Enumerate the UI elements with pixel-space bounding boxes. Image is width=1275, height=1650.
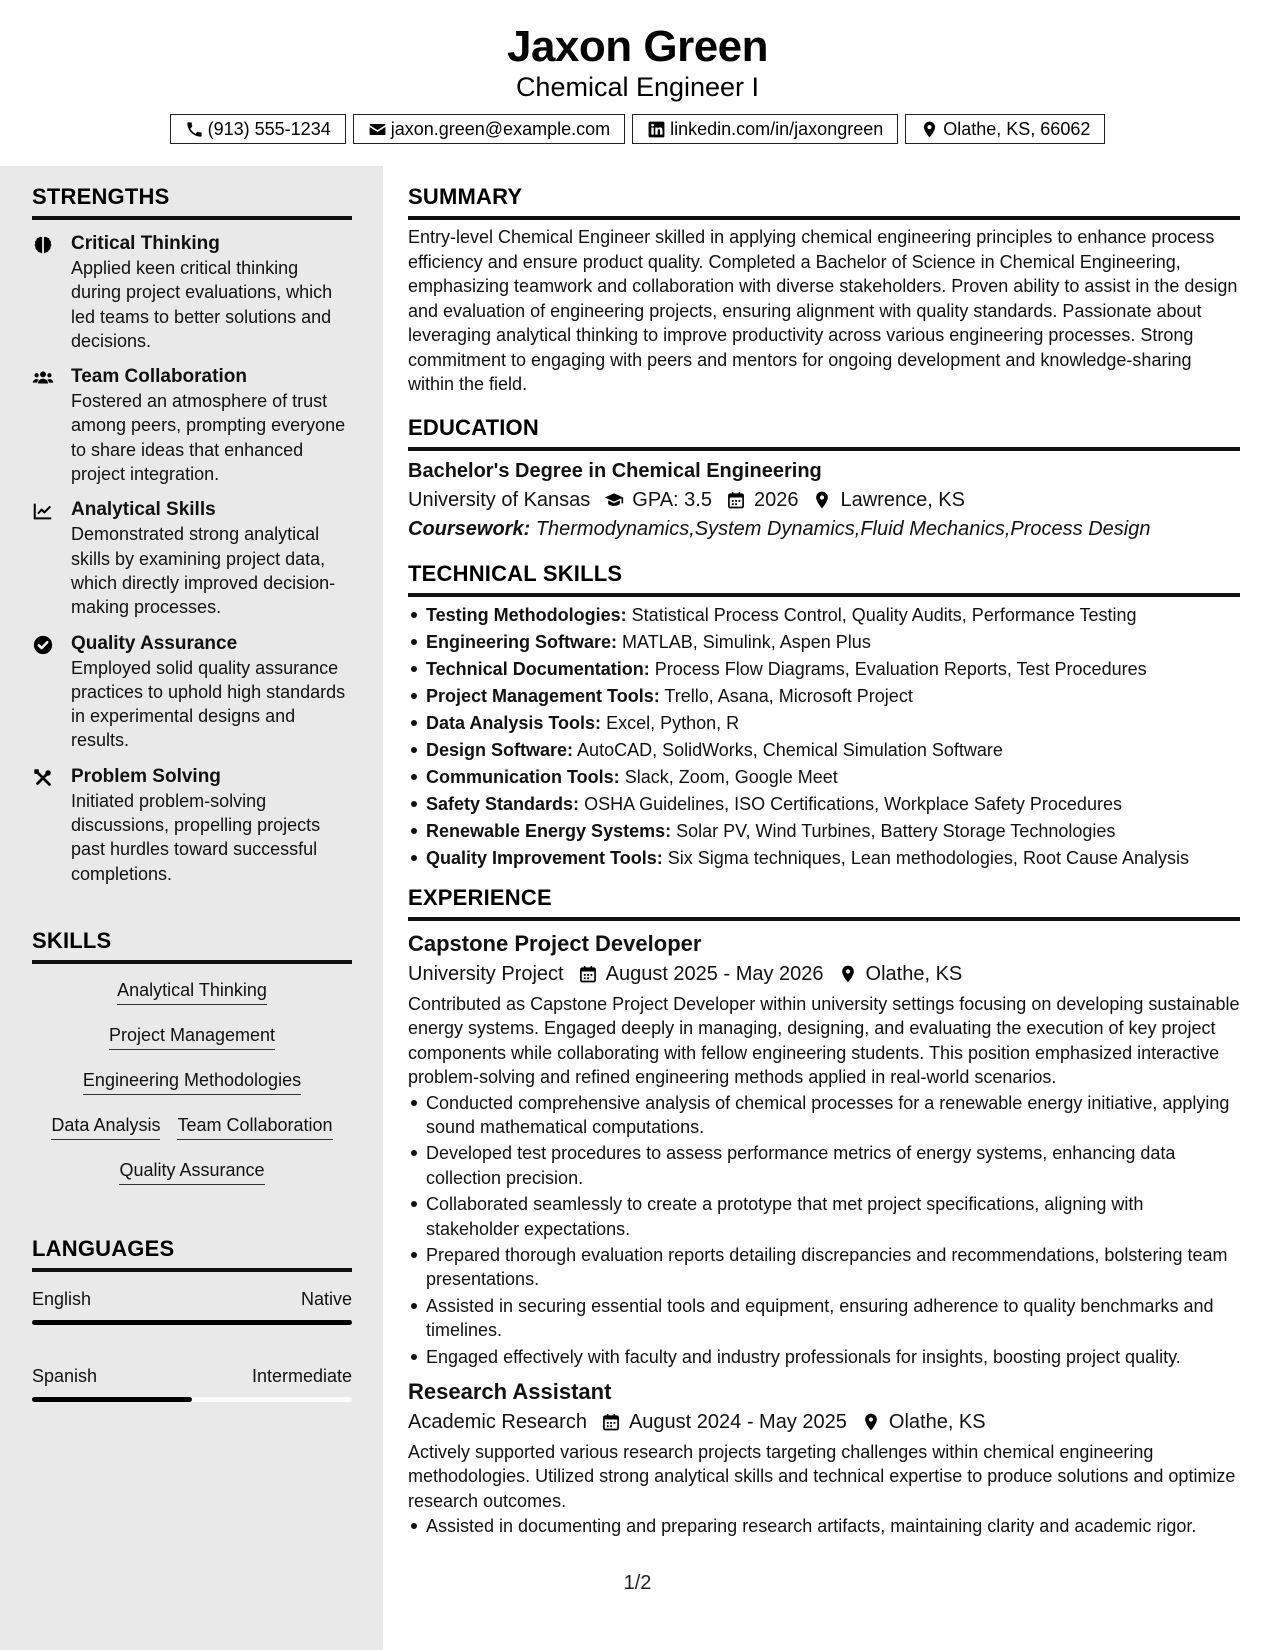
resume-header: [0, 0, 1275, 166]
page-number: 1/2: [623, 1572, 652, 1594]
job-meta: [408, 963, 1240, 986]
education-school: University of Kansas: [408, 488, 591, 511]
list-item: Testing Methodologies: Statistical Process Control, Quality Audits, Performance Testing: [408, 603, 1240, 627]
main-content: [408, 166, 1240, 1541]
education-location: Lawrence, KS: [840, 488, 965, 511]
language-level: Intermediate: [251, 1366, 352, 1386]
skill-tag: Engineering Methodologies: [83, 1068, 301, 1095]
contact-linkedin[interactable]: [632, 114, 898, 144]
strengths-heading: STRENGTHS: [32, 184, 352, 220]
strength-description: Employed solid quality assurance practices to uphold high standards in experimental designs and results.: [71, 657, 346, 751]
strength-item: [32, 365, 352, 486]
language-proficiency-bar: [32, 1397, 352, 1402]
summary-section: [408, 184, 1240, 397]
language-proficiency-bar: [32, 1320, 352, 1325]
languages-section: [32, 1236, 352, 1402]
tools-icon: [32, 767, 54, 789]
education-section: [408, 415, 1240, 541]
contact-linkedin-text: linkedin.com/in/jaxongreen: [670, 118, 884, 139]
phone-icon: [185, 120, 204, 139]
map-pin-icon: [861, 1412, 881, 1432]
list-item: Developed test procedures to assess performance metrics of energy systems, enhancing data collection precision.: [408, 1141, 1240, 1190]
list-item: Design Software: AutoCAD, SolidWorks, Chemical Simulation Software: [408, 738, 1240, 762]
list-item: Engineering Software: MATLAB, Simulink, Aspen Plus: [408, 630, 1240, 654]
education-gpa: GPA: 3.5: [632, 488, 712, 511]
language-name: Spanish: [32, 1366, 98, 1386]
list-item: Project Management Tools: Trello, Asana, Microsoft Project: [408, 684, 1240, 708]
language-item: [32, 1363, 352, 1402]
skill-tag: Analytical Thinking: [117, 978, 267, 1005]
strength-title: Team Collaboration: [71, 366, 247, 388]
job-meta: [408, 1411, 1240, 1434]
users-icon: [32, 367, 54, 389]
check-circle-icon: [32, 634, 54, 656]
strength-description: Initiated problem-solving discussions, propelling projects past hurdles toward successful completions.: [71, 790, 321, 884]
skill-tag: Data Analysis: [51, 1113, 160, 1140]
calendar-icon: [601, 1412, 621, 1432]
job-location: Olathe, KS: [865, 962, 963, 985]
candidate-name: Jaxon Green: [506, 22, 769, 71]
list-item: Communication Tools: Slack, Zoom, Google Meet: [408, 765, 1240, 789]
contact-location[interactable]: [905, 114, 1105, 144]
list-item: Safety Standards: OSHA Guidelines, ISO Certifications, Workplace Safety Procedures: [408, 792, 1240, 816]
strength-item: [32, 232, 352, 353]
list-item: Technical Documentation: Process Flow Diagrams, Evaluation Reports, Test Procedures: [408, 657, 1240, 681]
graduation-cap-icon: [604, 490, 624, 510]
languages-heading: LANGUAGES: [32, 1236, 352, 1272]
contact-phone[interactable]: [170, 114, 346, 144]
list-item: Conducted comprehensive analysis of chemical processes for a renewable energy initiative, applying sound mathematical computations.: [408, 1091, 1240, 1140]
chart-line-icon: [32, 500, 54, 522]
skills-heading: SKILLS: [32, 928, 352, 964]
summary-text: Entry-level Chemical Engineer skilled in applying chemical engineering principles to enhance process efficiency and ensure product quality. Completed a Bachelor of Science in Chemical Engineering, emphasizing teamwork and collaboration with diverse stakeholders. Proven ability to assist in the design and evaluation of engineering projects, ensuring alignment with quality standards. Passionate about leveraging analytical thinking to improve productivity across various engineering processes. Strong commitment to engaging with peers and mentors for ongoing development and knowledge-sharing within the field.: [408, 227, 1238, 394]
language-level: Native: [300, 1289, 352, 1309]
education-year: 2026: [753, 488, 799, 511]
summary-heading: SUMMARY: [408, 184, 1240, 220]
strength-title: Critical Thinking: [71, 233, 220, 254]
strength-description: Applied keen critical thinking during project evaluations, which led teams to better solutions and decisions.: [71, 258, 333, 351]
job-entry: [408, 931, 1240, 1369]
job-dates: August 2025 - May 2026: [605, 962, 824, 985]
list-item: Renewable Energy Systems: Solar PV, Wind Turbines, Battery Storage Technologies: [408, 819, 1240, 843]
language-proficiency-fill: [32, 1320, 352, 1325]
job-dates: August 2024 - May 2025: [628, 1410, 847, 1433]
calendar-icon: [578, 964, 598, 984]
technical-skills-list: [408, 603, 1240, 871]
job-description: Actively supported various research projects targeting challenges within chemical engineering methodologies. Utilized strong analytical skills and technical expertise to produce solutions and optimize research outcomes.: [408, 1441, 1236, 1511]
map-pin-icon: [838, 964, 858, 984]
list-item: Assisted in securing essential tools and equipment, ensuring adherence to quality benchmarks and timelines.: [408, 1294, 1240, 1343]
experience-section: [408, 885, 1240, 1539]
map-pin-icon: [920, 120, 939, 139]
skill-tag: Team Collaboration: [177, 1113, 332, 1140]
job-organization: University Project: [408, 962, 564, 985]
list-item: Quality Improvement Tools: Six Sigma techniques, Lean methodologies, Root Cause Analysis: [408, 846, 1240, 870]
strength-title: Analytical Skills: [71, 499, 216, 521]
list-item: Data Analysis Tools: Excel, Python, R: [408, 711, 1240, 735]
strengths-section: [32, 184, 352, 886]
candidate-title: Chemical Engineer I: [515, 72, 760, 102]
language-item: [32, 1286, 352, 1325]
skill-tag: Quality Assurance: [119, 1158, 264, 1185]
skill-tag: Project Management: [109, 1023, 275, 1050]
education-meta: [408, 489, 1240, 512]
sidebar: [0, 166, 383, 1650]
contact-phone-text: (913) 555-1234: [207, 118, 331, 139]
skills-section: [32, 928, 352, 1203]
strength-item: [32, 632, 352, 753]
contact-location-text: Olathe, KS, 66062: [943, 118, 1091, 139]
list-item: Engaged effectively with faculty and industry professionals for insights, boosting project quality.: [408, 1345, 1240, 1369]
job-location: Olathe, KS: [888, 1410, 986, 1433]
brain-icon: [32, 234, 54, 256]
list-item: Assisted in documenting and preparing research artifacts, maintaining clarity and academic rigor.: [408, 1514, 1240, 1538]
coursework-label: Coursework:: [408, 517, 531, 540]
map-pin-icon: [812, 490, 832, 510]
technical-skills-section: [408, 561, 1240, 871]
strength-item: [32, 765, 352, 886]
language-proficiency-fill: [32, 1397, 192, 1402]
list-item: Prepared thorough evaluation reports detailing discrepancies and recommendations, bolstering team presentations.: [408, 1243, 1240, 1292]
strength-title: Problem Solving: [71, 765, 221, 787]
language-name: English: [32, 1289, 92, 1309]
calendar-icon: [726, 490, 746, 510]
contact-bar: [0, 114, 1275, 144]
technical-skills-heading: TECHNICAL SKILLS: [408, 561, 1240, 597]
job-bullets: [408, 1514, 1240, 1538]
job-description: Contributed as Capstone Project Developer within university settings focusing on developing sustainable energy systems. Engaged deeply in managing, designing, and evaluating the execution of key project components while collaborating with fellow engineering students. This position emphasized interactive problem-solving and refined engineering methods applied in real-world scenarios.: [408, 993, 1240, 1088]
strength-description: Demonstrated strong analytical skills by examining project data, which directly improved decision-making processes.: [71, 524, 336, 618]
education-degree: Bachelor's Degree in Chemical Engineering: [408, 459, 822, 482]
job-title: Capstone Project Developer: [408, 930, 702, 956]
strength-description: Fostered an atmosphere of trust among peers, prompting everyone to share ideas that enhanced project integration.: [71, 391, 346, 485]
strength-title: Quality Assurance: [71, 632, 238, 654]
list-item: Collaborated seamlessly to create a prototype that met project specifications, aligning with stakeholder expectations.: [408, 1192, 1240, 1241]
strength-item: [32, 498, 352, 619]
job-title: Research Assistant: [408, 1378, 612, 1404]
coursework-list: Thermodynamics,System Dynamics,Fluid Mechanics,Process Design: [535, 517, 1151, 540]
experience-heading: EXPERIENCE: [408, 885, 1240, 921]
contact-email-text: jaxon.green@example.com: [390, 118, 611, 139]
envelope-icon: [368, 120, 387, 139]
contact-email[interactable]: [353, 114, 625, 144]
education-heading: EDUCATION: [408, 415, 1240, 451]
job-entry: [408, 1379, 1240, 1539]
job-bullets: [408, 1091, 1240, 1369]
education-coursework: [408, 518, 1240, 541]
job-organization: Academic Research: [408, 1410, 587, 1433]
linkedin-icon: [647, 120, 666, 139]
